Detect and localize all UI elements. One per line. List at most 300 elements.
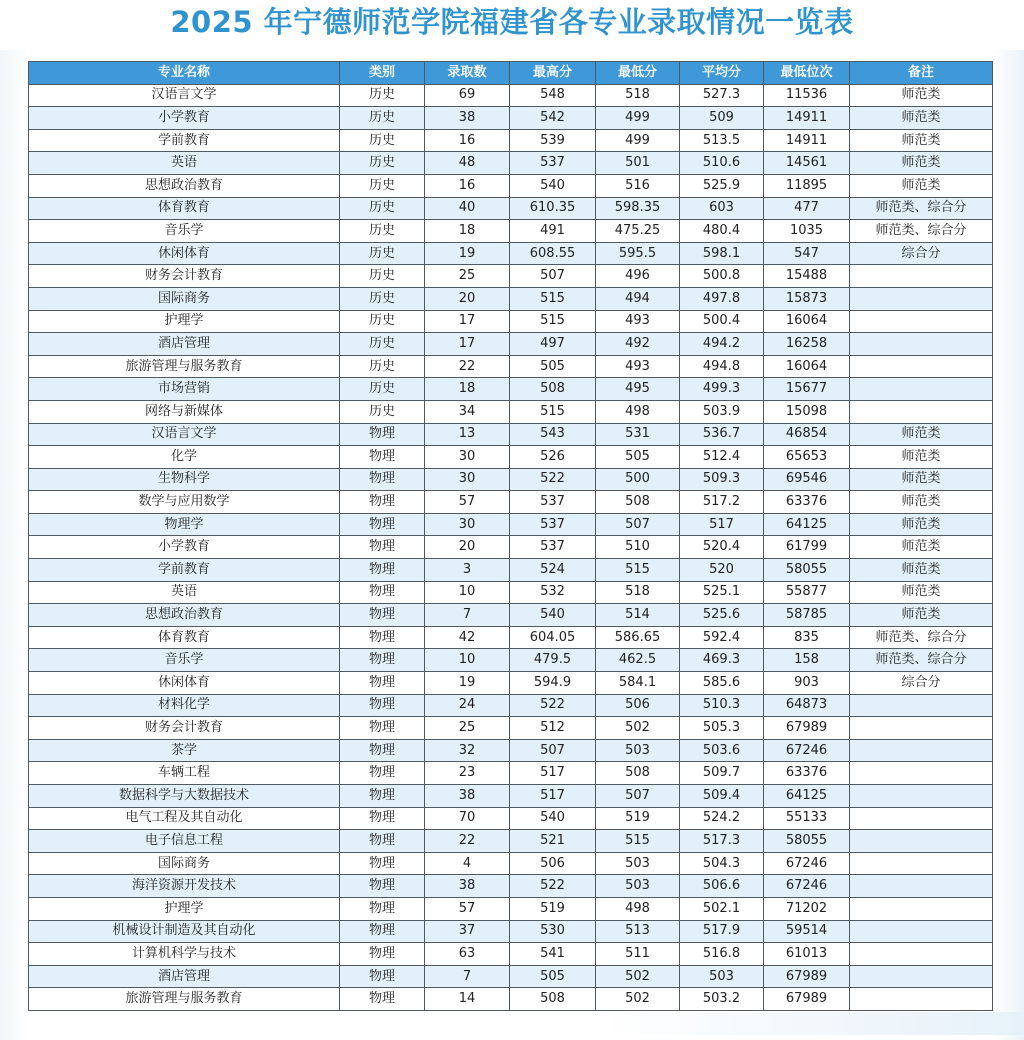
cell-category: 物理 xyxy=(340,604,425,627)
cell-category: 物理 xyxy=(340,423,425,446)
cell-remarks xyxy=(850,830,993,853)
cell-avg-score: 503.6 xyxy=(680,739,764,762)
cell-min-rank: 67989 xyxy=(764,965,850,988)
cell-min-rank: 547 xyxy=(764,242,850,265)
cell-remarks xyxy=(850,287,993,310)
cell-max-score: 517 xyxy=(510,785,596,808)
cell-remarks xyxy=(850,694,993,717)
cell-remarks: 师范类 xyxy=(850,559,993,582)
cell-major-name: 思想政治教育 xyxy=(29,174,340,197)
cell-max-score: 541 xyxy=(510,943,596,966)
cell-admitted-count: 40 xyxy=(425,197,510,220)
cell-min-score: 508 xyxy=(596,762,680,785)
cell-category: 历史 xyxy=(340,355,425,378)
cell-min-rank: 16258 xyxy=(764,333,850,356)
cell-max-score: 512 xyxy=(510,717,596,740)
cell-admitted-count: 57 xyxy=(425,897,510,920)
cell-min-rank: 71202 xyxy=(764,897,850,920)
cell-major-name: 汉语言文学 xyxy=(29,423,340,446)
cell-admitted-count: 16 xyxy=(425,129,510,152)
cell-category: 历史 xyxy=(340,287,425,310)
cell-max-score: 515 xyxy=(510,400,596,423)
cell-max-score: 508 xyxy=(510,378,596,401)
cell-remarks: 师范类 xyxy=(850,468,993,491)
cell-avg-score: 516.8 xyxy=(680,943,764,966)
cell-major-name: 网络与新媒体 xyxy=(29,400,340,423)
cell-min-score: 507 xyxy=(596,785,680,808)
cell-category: 历史 xyxy=(340,107,425,130)
cell-remarks: 师范类 xyxy=(850,107,993,130)
table-row xyxy=(29,785,993,808)
cell-max-score: 507 xyxy=(510,739,596,762)
table-row xyxy=(29,197,993,220)
cell-max-score: 537 xyxy=(510,536,596,559)
cell-min-rank: 1035 xyxy=(764,220,850,243)
cell-avg-score: 517.9 xyxy=(680,920,764,943)
cell-min-rank: 11895 xyxy=(764,174,850,197)
cell-admitted-count: 57 xyxy=(425,491,510,514)
cell-max-score: 521 xyxy=(510,830,596,853)
cell-min-rank: 63376 xyxy=(764,762,850,785)
cell-admitted-count: 18 xyxy=(425,220,510,243)
cell-remarks xyxy=(850,355,993,378)
cell-major-name: 思想政治教育 xyxy=(29,604,340,627)
cell-major-name: 化学 xyxy=(29,446,340,469)
cell-avg-score: 536.7 xyxy=(680,423,764,446)
cell-major-name: 旅游管理与服务教育 xyxy=(29,988,340,1011)
cell-major-name: 计算机科学与技术 xyxy=(29,943,340,966)
cell-remarks xyxy=(850,852,993,875)
cell-min-score: 498 xyxy=(596,400,680,423)
cell-major-name: 护理学 xyxy=(29,310,340,333)
left-background-decoration xyxy=(0,50,28,1040)
cell-avg-score: 509 xyxy=(680,107,764,130)
cell-min-score: 518 xyxy=(596,84,680,107)
cell-avg-score: 510.3 xyxy=(680,694,764,717)
cell-max-score: 540 xyxy=(510,174,596,197)
cell-min-score: 506 xyxy=(596,694,680,717)
cell-admitted-count: 17 xyxy=(425,310,510,333)
cell-admitted-count: 25 xyxy=(425,265,510,288)
cell-avg-score: 503 xyxy=(680,965,764,988)
cell-max-score: 524 xyxy=(510,559,596,582)
cell-remarks xyxy=(850,897,993,920)
cell-major-name: 休闲体育 xyxy=(29,672,340,695)
cell-remarks: 师范类、综合分 xyxy=(850,197,993,220)
cell-avg-score: 525.9 xyxy=(680,174,764,197)
cell-category: 物理 xyxy=(340,491,425,514)
cell-avg-score: 525.6 xyxy=(680,604,764,627)
cell-admitted-count: 4 xyxy=(425,852,510,875)
cell-category: 历史 xyxy=(340,265,425,288)
cell-min-score: 514 xyxy=(596,604,680,627)
table-row xyxy=(29,287,993,310)
cell-major-name: 茶学 xyxy=(29,739,340,762)
cell-min-score: 515 xyxy=(596,559,680,582)
cell-major-name: 电气工程及其自动化 xyxy=(29,807,340,830)
cell-min-score: 502 xyxy=(596,965,680,988)
cell-major-name: 财务会计教育 xyxy=(29,265,340,288)
cell-category: 物理 xyxy=(340,785,425,808)
cell-major-name: 休闲体育 xyxy=(29,242,340,265)
cell-min-rank: 477 xyxy=(764,197,850,220)
cell-remarks xyxy=(850,265,993,288)
cell-remarks xyxy=(850,988,993,1011)
cell-major-name: 英语 xyxy=(29,581,340,604)
cell-min-rank: 67989 xyxy=(764,717,850,740)
cell-min-score: 516 xyxy=(596,174,680,197)
cell-min-score: 500 xyxy=(596,468,680,491)
cell-major-name: 数据科学与大数据技术 xyxy=(29,785,340,808)
table-row xyxy=(29,626,993,649)
table-row xyxy=(29,468,993,491)
cell-min-score: 493 xyxy=(596,355,680,378)
table-row xyxy=(29,943,993,966)
cell-avg-score: 603 xyxy=(680,197,764,220)
table-row xyxy=(29,265,993,288)
header-avg-score: 平均分 xyxy=(680,62,764,85)
cell-major-name: 学前教育 xyxy=(29,559,340,582)
cell-remarks: 师范类、综合分 xyxy=(850,649,993,672)
table-row xyxy=(29,310,993,333)
cell-min-rank: 64125 xyxy=(764,513,850,536)
header-admitted-count: 录取数 xyxy=(425,62,510,85)
cell-min-score: 495 xyxy=(596,378,680,401)
cell-category: 物理 xyxy=(340,717,425,740)
cell-admitted-count: 42 xyxy=(425,626,510,649)
cell-avg-score: 517.3 xyxy=(680,830,764,853)
cell-min-score: 515 xyxy=(596,830,680,853)
cell-max-score: 540 xyxy=(510,807,596,830)
cell-avg-score: 517.2 xyxy=(680,491,764,514)
table-row xyxy=(29,830,993,853)
cell-min-rank: 14911 xyxy=(764,107,850,130)
cell-admitted-count: 30 xyxy=(425,513,510,536)
cell-avg-score: 469.3 xyxy=(680,649,764,672)
cell-category: 物理 xyxy=(340,694,425,717)
cell-major-name: 体育教育 xyxy=(29,197,340,220)
cell-remarks xyxy=(850,785,993,808)
cell-avg-score: 524.2 xyxy=(680,807,764,830)
cell-remarks: 师范类 xyxy=(850,129,993,152)
cell-min-score: 510 xyxy=(596,536,680,559)
cell-remarks: 师范类 xyxy=(850,446,993,469)
cell-admitted-count: 34 xyxy=(425,400,510,423)
cell-avg-score: 520.4 xyxy=(680,536,764,559)
cell-category: 物理 xyxy=(340,513,425,536)
cell-admitted-count: 7 xyxy=(425,965,510,988)
table-row xyxy=(29,920,993,943)
cell-max-score: 506 xyxy=(510,852,596,875)
cell-remarks xyxy=(850,333,993,356)
cell-remarks: 师范类 xyxy=(850,423,993,446)
table-row xyxy=(29,400,993,423)
cell-min-score: 595.5 xyxy=(596,242,680,265)
cell-min-rank: 15677 xyxy=(764,378,850,401)
cell-major-name: 英语 xyxy=(29,152,340,175)
cell-max-score: 543 xyxy=(510,423,596,446)
cell-category: 历史 xyxy=(340,378,425,401)
cell-min-rank: 15098 xyxy=(764,400,850,423)
cell-min-rank: 903 xyxy=(764,672,850,695)
cell-max-score: 522 xyxy=(510,875,596,898)
cell-min-rank: 58055 xyxy=(764,830,850,853)
cell-remarks xyxy=(850,762,993,785)
cell-major-name: 酒店管理 xyxy=(29,333,340,356)
cell-min-score: 475.25 xyxy=(596,220,680,243)
cell-category: 物理 xyxy=(340,988,425,1011)
cell-min-score: 503 xyxy=(596,739,680,762)
cell-min-score: 531 xyxy=(596,423,680,446)
cell-max-score: 610.35 xyxy=(510,197,596,220)
cell-min-rank: 61013 xyxy=(764,943,850,966)
cell-admitted-count: 38 xyxy=(425,785,510,808)
cell-min-score: 508 xyxy=(596,491,680,514)
cell-min-rank: 69546 xyxy=(764,468,850,491)
cell-admitted-count: 17 xyxy=(425,333,510,356)
cell-avg-score: 480.4 xyxy=(680,220,764,243)
page-title: 2025 年宁德师范学院福建省各专业录取情况一览表 xyxy=(170,5,854,39)
cell-avg-score: 520 xyxy=(680,559,764,582)
header-max-score: 最高分 xyxy=(510,62,596,85)
cell-admitted-count: 37 xyxy=(425,920,510,943)
table-header-row xyxy=(29,62,993,85)
cell-avg-score: 504.3 xyxy=(680,852,764,875)
table-row xyxy=(29,513,993,536)
cell-min-rank: 835 xyxy=(764,626,850,649)
cell-major-name: 汉语言文学 xyxy=(29,84,340,107)
cell-min-rank: 11536 xyxy=(764,84,850,107)
cell-min-rank: 59514 xyxy=(764,920,850,943)
cell-major-name: 旅游管理与服务教育 xyxy=(29,355,340,378)
table-row xyxy=(29,174,993,197)
cell-remarks: 师范类 xyxy=(850,152,993,175)
cell-remarks: 师范类 xyxy=(850,513,993,536)
cell-category: 物理 xyxy=(340,649,425,672)
cell-admitted-count: 23 xyxy=(425,762,510,785)
cell-major-name: 护理学 xyxy=(29,897,340,920)
cell-min-score: 511 xyxy=(596,943,680,966)
cell-category: 物理 xyxy=(340,965,425,988)
cell-remarks xyxy=(850,400,993,423)
table-row xyxy=(29,717,993,740)
cell-min-rank: 64125 xyxy=(764,785,850,808)
cell-min-score: 496 xyxy=(596,265,680,288)
cell-min-score: 503 xyxy=(596,875,680,898)
cell-major-name: 音乐学 xyxy=(29,220,340,243)
cell-avg-score: 512.4 xyxy=(680,446,764,469)
cell-category: 物理 xyxy=(340,875,425,898)
table-row xyxy=(29,333,993,356)
table-row xyxy=(29,491,993,514)
cell-min-rank: 15488 xyxy=(764,265,850,288)
cell-avg-score: 517 xyxy=(680,513,764,536)
cell-major-name: 机械设计制造及其自动化 xyxy=(29,920,340,943)
cell-min-rank: 14561 xyxy=(764,152,850,175)
cell-remarks: 师范类 xyxy=(850,581,993,604)
cell-admitted-count: 25 xyxy=(425,717,510,740)
cell-category: 历史 xyxy=(340,400,425,423)
cell-min-score: 493 xyxy=(596,310,680,333)
cell-min-rank: 46854 xyxy=(764,423,850,446)
cell-avg-score: 509.3 xyxy=(680,468,764,491)
cell-max-score: 532 xyxy=(510,581,596,604)
cell-min-score: 502 xyxy=(596,717,680,740)
cell-min-rank: 158 xyxy=(764,649,850,672)
cell-min-score: 492 xyxy=(596,333,680,356)
cell-min-rank: 64873 xyxy=(764,694,850,717)
header-category: 类别 xyxy=(340,62,425,85)
cell-min-rank: 16064 xyxy=(764,310,850,333)
cell-remarks xyxy=(850,965,993,988)
table-row xyxy=(29,355,993,378)
table-row xyxy=(29,649,993,672)
cell-max-score: 505 xyxy=(510,965,596,988)
cell-admitted-count: 7 xyxy=(425,604,510,627)
cell-max-score: 537 xyxy=(510,491,596,514)
cell-category: 历史 xyxy=(340,310,425,333)
cell-category: 历史 xyxy=(340,152,425,175)
table-row xyxy=(29,536,993,559)
cell-min-score: 499 xyxy=(596,129,680,152)
cell-category: 历史 xyxy=(340,174,425,197)
table-row xyxy=(29,152,993,175)
cell-admitted-count: 22 xyxy=(425,830,510,853)
header-min-rank: 最低位次 xyxy=(764,62,850,85)
table-row xyxy=(29,988,993,1011)
cell-major-name: 海洋资源开发技术 xyxy=(29,875,340,898)
cell-major-name: 体育教育 xyxy=(29,626,340,649)
table-row xyxy=(29,446,993,469)
cell-remarks: 师范类 xyxy=(850,604,993,627)
cell-avg-score: 525.1 xyxy=(680,581,764,604)
cell-admitted-count: 10 xyxy=(425,649,510,672)
cell-admitted-count: 48 xyxy=(425,152,510,175)
table-row xyxy=(29,581,993,604)
cell-admitted-count: 70 xyxy=(425,807,510,830)
cell-min-rank: 16064 xyxy=(764,355,850,378)
cell-avg-score: 505.3 xyxy=(680,717,764,740)
cell-major-name: 财务会计教育 xyxy=(29,717,340,740)
cell-admitted-count: 14 xyxy=(425,988,510,1011)
cell-admitted-count: 63 xyxy=(425,943,510,966)
cell-max-score: 608.55 xyxy=(510,242,596,265)
cell-min-score: 513 xyxy=(596,920,680,943)
cell-admitted-count: 22 xyxy=(425,355,510,378)
table-body xyxy=(29,84,993,1010)
cell-major-name: 生物科学 xyxy=(29,468,340,491)
cell-min-score: 519 xyxy=(596,807,680,830)
cell-category: 历史 xyxy=(340,84,425,107)
cell-admitted-count: 32 xyxy=(425,739,510,762)
cell-remarks xyxy=(850,807,993,830)
table-row xyxy=(29,694,993,717)
cell-major-name: 数学与应用数学 xyxy=(29,491,340,514)
cell-remarks: 综合分 xyxy=(850,242,993,265)
table-row xyxy=(29,739,993,762)
cell-min-rank: 67246 xyxy=(764,739,850,762)
cell-remarks xyxy=(850,310,993,333)
cell-major-name: 小学教育 xyxy=(29,107,340,130)
cell-max-score: 539 xyxy=(510,129,596,152)
cell-min-score: 499 xyxy=(596,107,680,130)
cell-avg-score: 510.6 xyxy=(680,152,764,175)
cell-major-name: 市场营销 xyxy=(29,378,340,401)
cell-max-score: 522 xyxy=(510,694,596,717)
cell-remarks xyxy=(850,875,993,898)
cell-category: 物理 xyxy=(340,762,425,785)
cell-category: 物理 xyxy=(340,559,425,582)
cell-remarks xyxy=(850,378,993,401)
cell-category: 物理 xyxy=(340,852,425,875)
cell-remarks: 师范类 xyxy=(850,536,993,559)
cell-max-score: 515 xyxy=(510,287,596,310)
table-row xyxy=(29,965,993,988)
cell-min-score: 494 xyxy=(596,287,680,310)
cell-admitted-count: 19 xyxy=(425,672,510,695)
cell-admitted-count: 20 xyxy=(425,287,510,310)
cell-category: 历史 xyxy=(340,333,425,356)
cell-category: 物理 xyxy=(340,920,425,943)
cell-min-score: 462.5 xyxy=(596,649,680,672)
cell-min-rank: 61799 xyxy=(764,536,850,559)
cell-admitted-count: 18 xyxy=(425,378,510,401)
cell-avg-score: 497.8 xyxy=(680,287,764,310)
table-row xyxy=(29,242,993,265)
cell-remarks: 师范类、综合分 xyxy=(850,220,993,243)
cell-avg-score: 494.8 xyxy=(680,355,764,378)
cell-admitted-count: 30 xyxy=(425,468,510,491)
cell-category: 历史 xyxy=(340,242,425,265)
cell-remarks: 师范类 xyxy=(850,174,993,197)
right-background-decoration xyxy=(992,50,1024,1040)
table-row xyxy=(29,129,993,152)
cell-min-rank: 14911 xyxy=(764,129,850,152)
cell-avg-score: 509.7 xyxy=(680,762,764,785)
table-row xyxy=(29,807,993,830)
cell-min-rank: 63376 xyxy=(764,491,850,514)
cell-remarks: 师范类 xyxy=(850,84,993,107)
cell-max-score: 548 xyxy=(510,84,596,107)
cell-major-name: 国际商务 xyxy=(29,852,340,875)
cell-max-score: 517 xyxy=(510,762,596,785)
cell-min-rank: 58785 xyxy=(764,604,850,627)
cell-avg-score: 503.9 xyxy=(680,400,764,423)
cell-admitted-count: 16 xyxy=(425,174,510,197)
cell-remarks xyxy=(850,920,993,943)
cell-major-name: 酒店管理 xyxy=(29,965,340,988)
cell-min-rank: 55133 xyxy=(764,807,850,830)
cell-max-score: 519 xyxy=(510,897,596,920)
cell-min-score: 598.35 xyxy=(596,197,680,220)
table-row xyxy=(29,672,993,695)
cell-major-name: 国际商务 xyxy=(29,287,340,310)
cell-max-score: 530 xyxy=(510,920,596,943)
cell-remarks xyxy=(850,943,993,966)
table-row xyxy=(29,852,993,875)
cell-max-score: 540 xyxy=(510,604,596,627)
cell-admitted-count: 19 xyxy=(425,242,510,265)
cell-avg-score: 502.1 xyxy=(680,897,764,920)
table-row xyxy=(29,107,993,130)
cell-admitted-count: 38 xyxy=(425,107,510,130)
cell-min-score: 503 xyxy=(596,852,680,875)
cell-avg-score: 500.8 xyxy=(680,265,764,288)
cell-category: 历史 xyxy=(340,197,425,220)
header-min-score: 最低分 xyxy=(596,62,680,85)
cell-avg-score: 527.3 xyxy=(680,84,764,107)
cell-remarks: 师范类 xyxy=(850,491,993,514)
